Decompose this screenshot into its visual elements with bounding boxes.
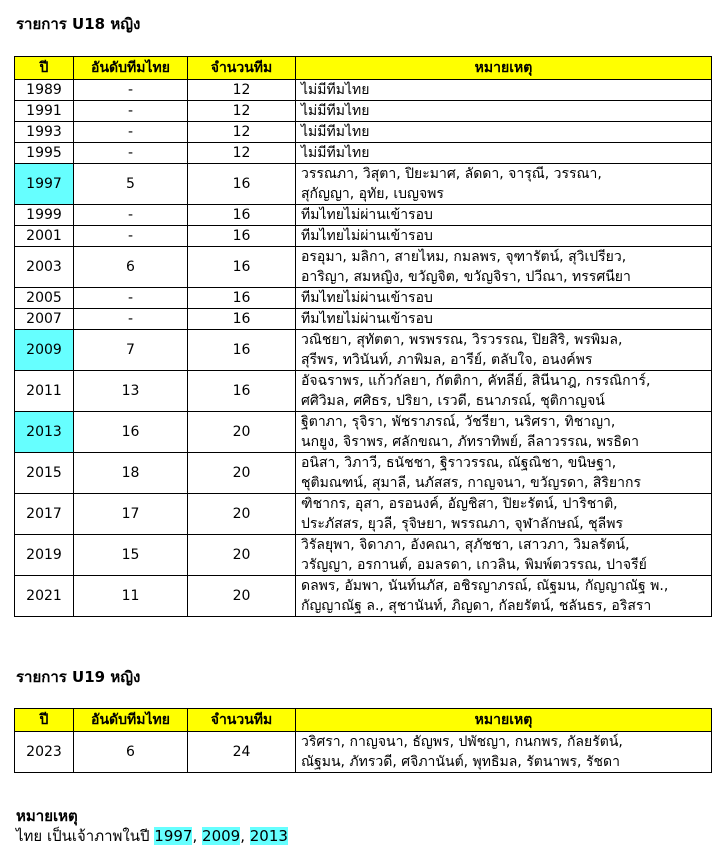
header-remarks: หมายเหตุ [296, 57, 712, 80]
year-cell: 2011 [15, 371, 74, 412]
table-row [15, 535, 712, 576]
table-row [15, 371, 712, 412]
header-thai-rank: อันดับทีมไทย [74, 57, 188, 80]
thai-rank-cell: 6 [74, 732, 188, 773]
thai-rank-cell: - [74, 288, 188, 309]
team-count-cell: 16 [188, 205, 296, 226]
team-count-cell: 16 [188, 226, 296, 247]
year-cell: 2003 [15, 247, 74, 288]
table-header-row [15, 709, 712, 732]
year-cell: 2023 [15, 732, 74, 773]
remarks-cell: อัจฉราพร, แก้วกัลยา, กัตติกา, คัทลีย์, สินีนาฎ, กรรณิการ์, ศศิวิมล, ศศิธร, ปริยา, เรวดี, ธนาภรณ์, ชุติกาญจน์ [296, 371, 712, 412]
thai-rank-cell: 11 [74, 576, 188, 617]
remarks-cell: ทีมไทยไม่ผ่านเข้ารอบ [296, 205, 712, 226]
u19-results-table [14, 708, 712, 773]
thai-rank-cell: 7 [74, 330, 188, 371]
header-team-count: จำนวนทีม [188, 57, 296, 80]
header-team-count: จำนวนทีม [188, 709, 296, 732]
footnote-text [16, 824, 288, 848]
table-header-row [15, 57, 712, 80]
remarks-cell: อนิสา, วิภาวี, ธนัชชา, ฐิราวรรณ, ณัฐณิชา, ขนิษฐา, ชุติมณฑน์, สุมาลี, นภัสสร, กาญจนา, ขวัญรดา, สิริยากร [296, 453, 712, 494]
thai-rank-cell: 18 [74, 453, 188, 494]
remarks-cell: วรรณภา, วิสุตา, ปิยะมาศ, ลัดดา, จารุณี, วรรณา, สุกัญญา, อุทัย, เบญจพร [296, 164, 712, 205]
team-count-cell: 12 [188, 80, 296, 101]
header-remarks: หมายเหตุ [296, 709, 712, 732]
team-count-cell: 12 [188, 122, 296, 143]
year-cell: 1997 [15, 164, 74, 205]
table-row [15, 247, 712, 288]
remarks-cell: ไม่มีทีมไทย [296, 80, 712, 101]
thai-rank-cell: - [74, 226, 188, 247]
team-count-cell: 16 [188, 371, 296, 412]
team-count-cell: 20 [188, 412, 296, 453]
table-row [15, 494, 712, 535]
remarks-cell: ไม่มีทีมไทย [296, 101, 712, 122]
team-count-cell: 16 [188, 247, 296, 288]
u18-results-table [14, 56, 712, 617]
team-count-cell: 16 [188, 330, 296, 371]
table-row [15, 80, 712, 101]
remarks-cell: ทีมไทยไม่ผ่านเข้ารอบ [296, 309, 712, 330]
remarks-cell: ดลพร, อัมพา, นันท์นภัส, อชิรญาภรณ์, ณัฐมน, กัญญาณัฐ พ., กัญญาณัฐ ล., สุชานันท์, ภิญดา, กัลยรัตน์, ชลันธร, อริสรา [296, 576, 712, 617]
team-count-cell: 20 [188, 576, 296, 617]
remarks-cell: วิรัลยุพา, จิดาภา, อังคณา, สุภัชชา, เสาวภา, วิมลรัตน์, วรัญญา, อรกานต์, อมลรดา, เกวลิน, พิมพ์ตวรรณ, ปาจรีย์ [296, 535, 712, 576]
year-cell: 1995 [15, 143, 74, 164]
team-count-cell: 20 [188, 494, 296, 535]
team-count-cell: 24 [188, 732, 296, 773]
table-row [15, 205, 712, 226]
table-row [15, 453, 712, 494]
u18-section-title: รายการ U18 หญิง [16, 15, 141, 33]
header-thai-rank: อันดับทีมไทย [74, 709, 188, 732]
table-row [15, 143, 712, 164]
table-row [15, 412, 712, 453]
table-row [15, 226, 712, 247]
remarks-cell: วณิชยา, สุทัตตา, พรพรรณ, วิรวรรณ, ปิยสิริ, พรพิมล, สุรีพร, ทวินันท์, ภาพิมล, อารีย์, ตลับใจ, อนงค์พร [296, 330, 712, 371]
thai-rank-cell: - [74, 122, 188, 143]
year-cell: 2009 [15, 330, 74, 371]
thai-rank-cell: 16 [74, 412, 188, 453]
team-count-cell: 16 [188, 164, 296, 205]
year-cell: 2019 [15, 535, 74, 576]
table-row [15, 122, 712, 143]
thai-rank-cell: - [74, 143, 188, 164]
thai-rank-cell: 5 [74, 164, 188, 205]
remarks-cell: อรอุมา, มลิกา, สายไหม, กมลพร, จุฑารัตน์, สุวิเปรียว, อาริญา, สมหญิง, ขวัญจิต, ขวัญจิรา, ปวีณา, ทรรศนียา [296, 247, 712, 288]
team-count-cell: 20 [188, 453, 296, 494]
table-row [15, 288, 712, 309]
year-cell: 1999 [15, 205, 74, 226]
footnote-separator: , [192, 827, 203, 845]
remarks-cell: วริศรา, กาญจนา, ธัญพร, ปพัชญา, กนกพร, กัลยรัตน์, ณัฐมน, ภัทรวดี, ศจิภานันต์, พุทธิมล, รัตนาพร, รัชดา [296, 732, 712, 773]
year-cell: 2001 [15, 226, 74, 247]
year-cell: 2017 [15, 494, 74, 535]
year-cell: 2015 [15, 453, 74, 494]
year-cell: 2005 [15, 288, 74, 309]
year-cell: 2007 [15, 309, 74, 330]
table-row [15, 309, 712, 330]
team-count-cell: 12 [188, 143, 296, 164]
year-cell: 1989 [15, 80, 74, 101]
thai-rank-cell: 17 [74, 494, 188, 535]
remarks-cell: ทีมไทยไม่ผ่านเข้ารอบ [296, 226, 712, 247]
team-count-cell: 12 [188, 101, 296, 122]
table-row [15, 576, 712, 617]
table-row [15, 732, 712, 773]
remarks-cell: ทีมไทยไม่ผ่านเข้ารอบ [296, 288, 712, 309]
table-row [15, 330, 712, 371]
thai-rank-cell: - [74, 309, 188, 330]
remarks-cell: ฑิชากร, อุสา, อรอนงค์, อัญชิสา, ปิยะรัตน์, ปาริชาติ, ประภัสสร, ยุวลี, รุจิษยา, พรรณภา, จุฬาลักษณ์, ชุลีพร [296, 494, 712, 535]
footnote-lead: ไทย เป็นเจ้าภาพในปี [16, 827, 155, 845]
host-year-highlight: 1997 [154, 827, 193, 845]
host-year-highlight: 2013 [249, 827, 288, 845]
host-year-highlight: 2009 [202, 827, 241, 845]
table-row [15, 101, 712, 122]
thai-rank-cell: - [74, 80, 188, 101]
team-count-cell: 16 [188, 288, 296, 309]
table-row [15, 164, 712, 205]
remarks-cell: ฐิตาภา, รุจิรา, พัชราภรณ์, วัชรียา, นริศรา, ทิชาญา, นกยูง, จิราพร, ศลักขณา, ภัทราทิพย์, ลีลาวรรณ, พรธิดา [296, 412, 712, 453]
year-cell: 2021 [15, 576, 74, 617]
remarks-cell: ไม่มีทีมไทย [296, 143, 712, 164]
thai-rank-cell: 15 [74, 535, 188, 576]
footnote-separator: , [240, 827, 250, 845]
year-cell: 1993 [15, 122, 74, 143]
footnote-title: หมายเหตุ [16, 807, 78, 825]
u19-section-title: รายการ U19 หญิง [16, 668, 141, 686]
remarks-cell: ไม่มีทีมไทย [296, 122, 712, 143]
thai-rank-cell: 6 [74, 247, 188, 288]
team-count-cell: 16 [188, 309, 296, 330]
thai-rank-cell: - [74, 101, 188, 122]
thai-rank-cell: 13 [74, 371, 188, 412]
header-year: ปี [15, 57, 74, 80]
thai-rank-cell: - [74, 205, 188, 226]
header-year: ปี [15, 709, 74, 732]
team-count-cell: 20 [188, 535, 296, 576]
year-cell: 2013 [15, 412, 74, 453]
year-cell: 1991 [15, 101, 74, 122]
